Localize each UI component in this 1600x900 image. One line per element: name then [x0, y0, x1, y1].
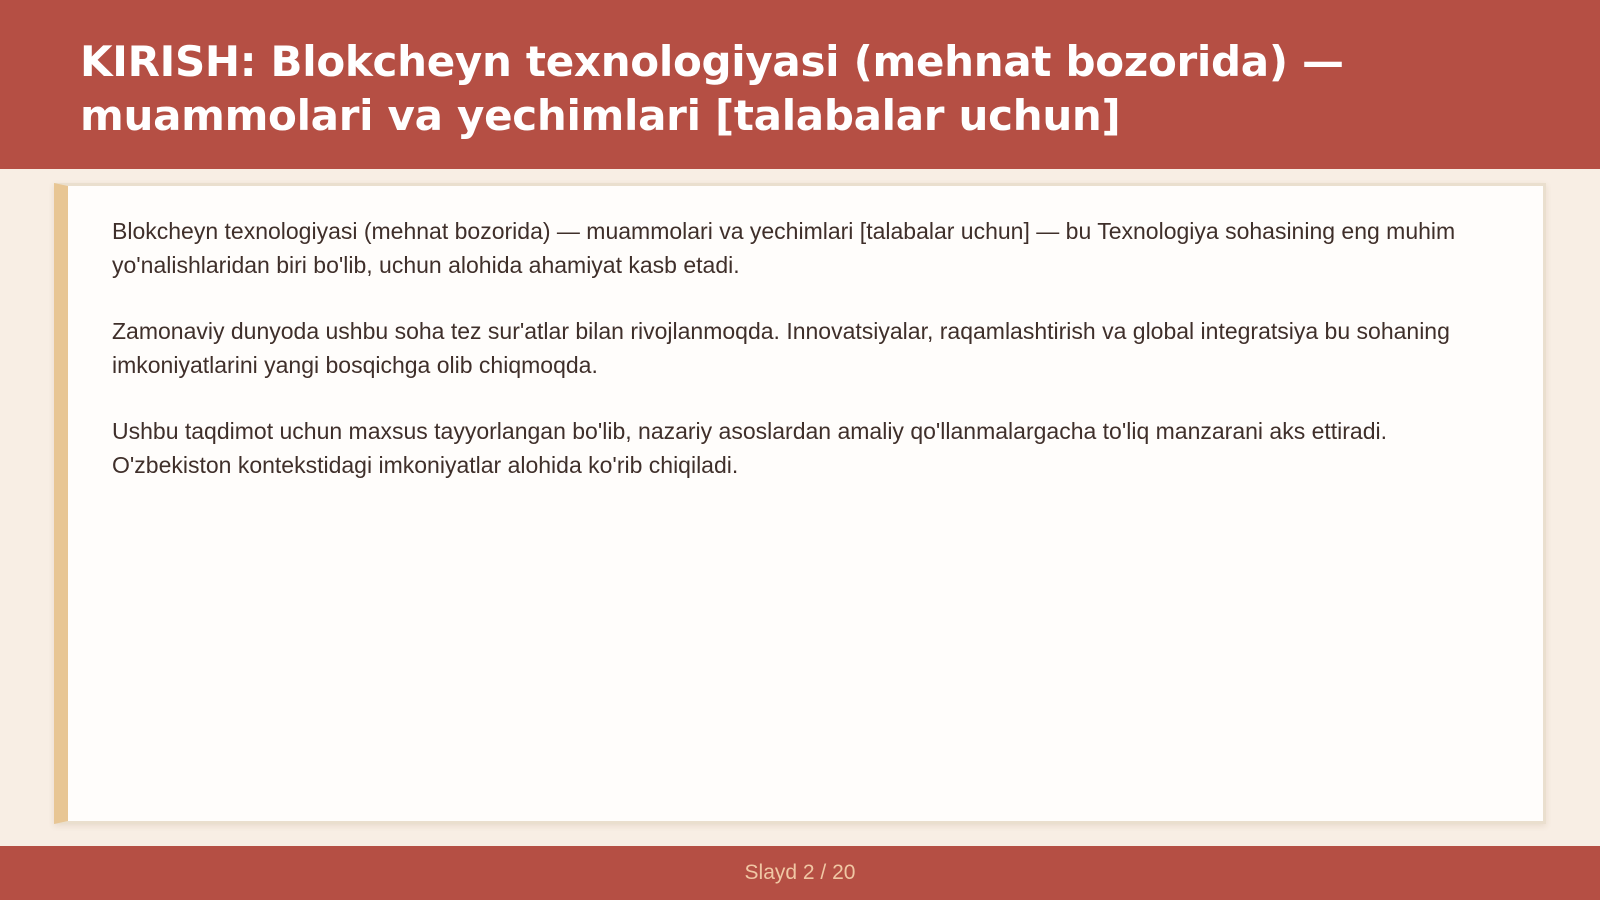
slide-counter: Slayd 2 / 20 — [744, 861, 856, 884]
slide-header — [0, 0, 1600, 169]
paragraph-intro: Blokcheyn texnologiyasi (mehnat bozorida) — muammolari va yechimlari [talabalar uchun] — bu Texnologiya sohasining eng muhim yo'nalishlaridan biri bo'lib, uchun alohida ahamiyat kasb etadi. — [112, 218, 1456, 278]
paragraph-modern-world: Zamonaviy dunyoda ushbu soha tez sur'atlar bilan rivojlanmoqda. Innovatsiyalar, raqamlashtirish va global integratsiya bu sohaning imkoniyatlarini yangi bosqichga olib chiqmoqda. — [112, 318, 1450, 378]
paragraph-presentation-purpose: Ushbu taqdimot uchun maxsus tayyorlangan bo'lib, nazariy asoslardan amaliy qo'llanmalargacha to'liq manzarani aks ettiradi. O'zbekiston kontekstidagi imkoniyatlar alohida ko'rib chiqiladi. — [112, 418, 1388, 478]
content-body — [112, 214, 1491, 514]
slide-title: KIRISH: Blokcheyn texnologiyasi (mehnat bozorida) — muammolari va yechimlari [talabalar uchun] — [80, 37, 1344, 140]
slide-footer — [0, 846, 1600, 900]
content-card — [54, 183, 1546, 824]
